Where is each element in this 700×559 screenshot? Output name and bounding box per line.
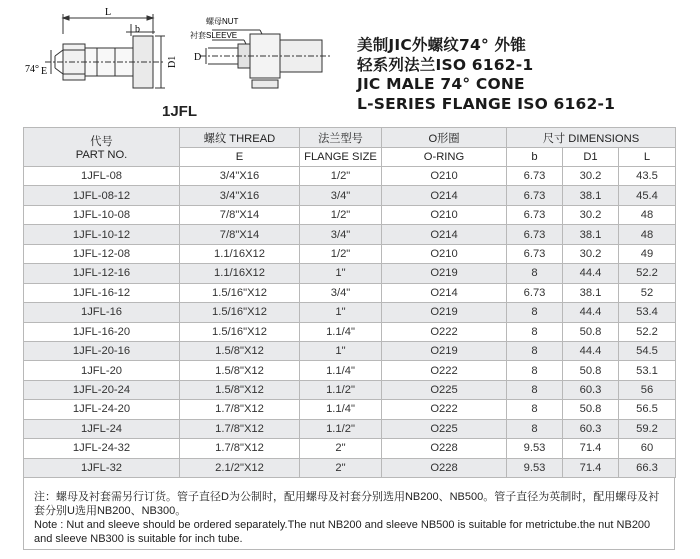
sleeve-label: 衬套SLEEVE [190,31,238,40]
dim-b-label: b [135,24,140,35]
table-cell: 1JFL-20-24 [24,380,180,399]
table-cell: O225 [382,419,507,438]
table-cell: 8 [507,264,563,283]
table-cell: 50.8 [563,322,619,341]
table-cell: 66.3 [619,458,676,477]
table-cell: O210 [382,205,507,224]
fitting-side-view-drawing [25,4,185,104]
table-row [24,205,676,224]
table-cell: 1.1/16X12 [180,264,300,283]
header-row-1 [24,128,676,148]
table-cell: O219 [382,341,507,360]
table-cell: 2.1/2"X12 [180,458,300,477]
table-cell: 38.1 [563,283,619,302]
table-cell: 1" [300,264,382,283]
table-cell: 38.1 [563,186,619,205]
table-cell: 6.73 [507,283,563,302]
table-row [24,400,676,419]
table-cell: 3/4"X16 [180,186,300,205]
table-cell: O222 [382,361,507,380]
table-cell: 8 [507,380,563,399]
table-cell: O222 [382,322,507,341]
table-cell: 6.73 [507,167,563,186]
table-cell: 43.5 [619,167,676,186]
table-row [24,225,676,244]
table-cell: 30.2 [563,205,619,224]
note-cn: 注：螺母及衬套需另行订货。管子直径D为公制时，配用螺母及衬套分别选用NB200、NB500。管子直径为英制时，配用螺母及衬套分别U选用NB200、NB300。 [34,491,660,517]
title-line-2: 轻系列法兰ISO 6162-1 [357,55,534,74]
table-cell: 7/8"X14 [180,225,300,244]
table-cell: 1" [300,341,382,360]
header-part-no [24,128,180,167]
table-cell: 1JFL-10-08 [24,205,180,224]
dim-l-label: L [104,7,112,18]
table-cell: 56.5 [619,400,676,419]
table-cell: 1/2" [300,205,382,224]
table-cell: 1JFL-20 [24,361,180,380]
table-cell: O225 [382,380,507,399]
table-cell: 9.53 [507,439,563,458]
table-cell: 30.2 [563,244,619,263]
table-cell: 3/4"X16 [180,167,300,186]
table-cell: 52 [619,283,676,302]
table-row [24,458,676,477]
table-cell: 8 [507,303,563,322]
note-box [23,478,675,550]
header-part-en: PART NO. [75,149,128,161]
table-cell: 38.1 [563,225,619,244]
header-dim-b: b [507,148,563,167]
table-cell: 1JFL-32 [24,458,180,477]
title-line-1: 美制JIC外螺纹74° 外锥 [357,36,526,54]
table-cell: 1.1/2" [300,419,382,438]
nut-sleeve-drawing [190,10,340,100]
table-cell: O228 [382,458,507,477]
table-body [24,167,676,478]
dim-d-label: D [194,52,202,63]
table-cell: 60.3 [563,380,619,399]
table-cell: 1JFL-08-12 [24,186,180,205]
title-block [357,36,615,114]
table-cell: 1.1/4" [300,400,382,419]
table-cell: 59.2 [619,419,676,438]
table-cell: 1JFL-08 [24,167,180,186]
table-cell: 1JFL-16 [24,303,180,322]
table-cell: 9.53 [507,458,563,477]
table-cell: 1JFL-24-32 [24,439,180,458]
table-cell: O214 [382,283,507,302]
header-oring: O形圈 [382,128,507,148]
table-cell: O219 [382,303,507,322]
table-row [24,439,676,458]
table-cell: 1JFL-10-12 [24,225,180,244]
table-cell: 1" [300,303,382,322]
table-cell: 48 [619,225,676,244]
table-cell: O222 [382,400,507,419]
table-cell: 1.5/8"X12 [180,361,300,380]
table-cell: 71.4 [563,439,619,458]
table-cell: 1.5/8"X12 [180,341,300,360]
table-cell: 2" [300,439,382,458]
table-cell: O210 [382,244,507,263]
table-cell: 1.5/16"X12 [180,283,300,302]
table-cell: 50.8 [563,400,619,419]
table-cell: 3/4" [300,283,382,302]
table-row [24,186,676,205]
table-cell: 1JFL-12-08 [24,244,180,263]
table-cell: 1.5/16"X12 [180,322,300,341]
table-cell: 48 [619,205,676,224]
table-cell: 44.4 [563,264,619,283]
table-cell: 6.73 [507,186,563,205]
table-cell: 8 [507,419,563,438]
spec-table [23,127,676,478]
table-cell: 8 [507,341,563,360]
table-cell: 1JFL-16-20 [24,322,180,341]
table-cell: 54.5 [619,341,676,360]
table-cell: 50.8 [563,361,619,380]
table-cell: 1JFL-24-20 [24,400,180,419]
table-row [24,264,676,283]
table-cell: 1.1/2" [300,380,382,399]
table-cell: 7/8"X14 [180,205,300,224]
header-dim-l: L [619,148,676,167]
table-cell: 1.1/16X12 [180,244,300,263]
title-line-4: L-SERIES FLANGE ISO 6162-1 [357,94,616,113]
header-dim-d1: D1 [563,148,619,167]
table-cell: 1JFL-24 [24,419,180,438]
table-cell: 1/2" [300,244,382,263]
table-cell: 1.5/16"X12 [180,303,300,322]
dim-d1-label: D1 [167,55,178,68]
nut-label: 螺母NUT [206,17,239,26]
model-code: 1JFL [162,103,198,120]
table-cell: O214 [382,186,507,205]
table-cell: O214 [382,225,507,244]
table-cell: 6.73 [507,205,563,224]
table-row [24,167,676,186]
table-cell: 44.4 [563,341,619,360]
table-cell: 60.3 [563,419,619,438]
header-thread-sub: E [180,148,300,167]
note-en: Note : Nut and sleeve should be ordered separately.The nut NB200 and sleeve NB500 is suitable for metrictube.the nut NB200 and sleeve NB300 is suitable for inch tube. [34,519,651,545]
table-cell: 53.4 [619,303,676,322]
table-cell: 8 [507,400,563,419]
table-cell: 1.7/8"X12 [180,439,300,458]
table-row [24,283,676,302]
table-cell: 1.7/8"X12 [180,400,300,419]
table-cell: 2" [300,458,382,477]
header-oring-sub: O-RING [382,148,507,167]
table-row [24,419,676,438]
table-cell: 49 [619,244,676,263]
table-row [24,361,676,380]
table-cell: 6.73 [507,244,563,263]
header [0,0,700,124]
header-flange-sub: FLANGE SIZE [300,148,382,167]
table-cell: 45.4 [619,186,676,205]
table-cell: 1JFL-20-16 [24,341,180,360]
table-cell: 52.2 [619,264,676,283]
table-cell: O210 [382,167,507,186]
dim-e-label: E [41,66,48,77]
table-row [24,341,676,360]
table-cell: 1JFL-12-16 [24,264,180,283]
table-cell: O228 [382,439,507,458]
table-cell: 1.5/8"X12 [180,380,300,399]
table-row [24,322,676,341]
table-cell: 71.4 [563,458,619,477]
table-cell: 3/4" [300,225,382,244]
table-cell: 1.1/4" [300,322,382,341]
table-cell: 3/4" [300,186,382,205]
table-cell: 8 [507,322,563,341]
table-cell: O219 [382,264,507,283]
header-flange: 法兰型号 [300,128,382,148]
table-cell: 1.7/8"X12 [180,419,300,438]
table-cell: 6.73 [507,225,563,244]
angle-label: 74° [25,64,39,75]
table-row [24,380,676,399]
header-dimensions: 尺寸 DIMENSIONS [507,128,676,148]
table-row [24,303,676,322]
header-part-cn: 代号 [90,136,113,148]
table-cell: 1JFL-16-12 [24,283,180,302]
header-thread: 螺纹 THREAD [180,128,300,148]
table-cell: 1.1/4" [300,361,382,380]
table-cell: 8 [507,361,563,380]
table-cell: 56 [619,380,676,399]
table-cell: 44.4 [563,303,619,322]
table-cell: 52.2 [619,322,676,341]
table-row [24,244,676,263]
table-cell: 30.2 [563,167,619,186]
table-cell: 1/2" [300,167,382,186]
table-cell: 60 [619,439,676,458]
table-cell: 53.1 [619,361,676,380]
title-line-3: JIC MALE 74° CONE [357,75,525,93]
